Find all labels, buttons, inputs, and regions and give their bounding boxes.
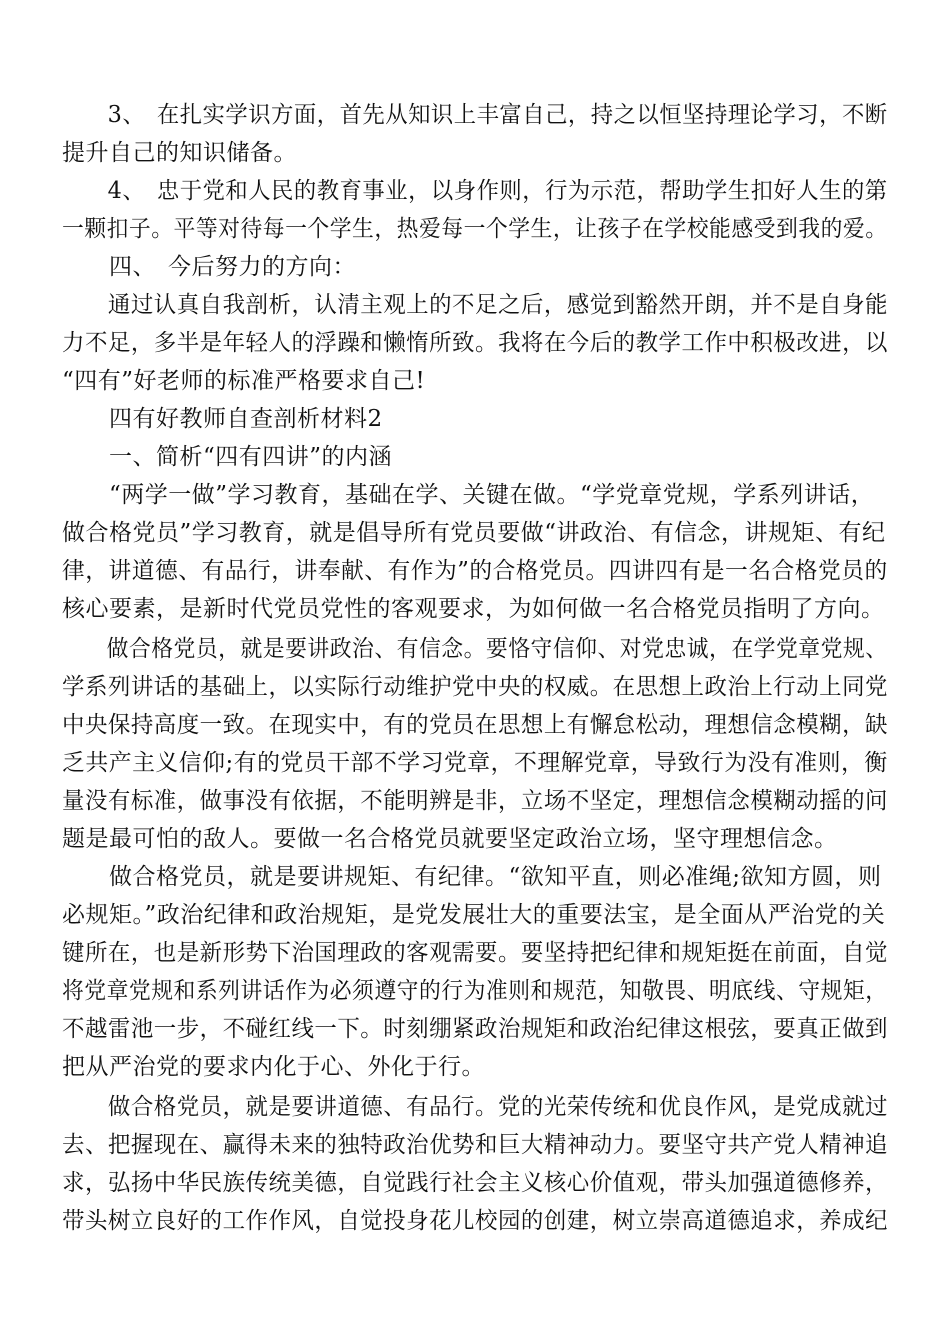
text-line: 核心要素，是新时代党员党性的客观要求，为如何做一名合格党员指明了方向。 xyxy=(62,596,885,622)
section-heading: 四、 今后努力的方向： xyxy=(62,254,356,280)
text-line: 3、 在扎实学识方面，首先从知识上丰富自己，持之以恒坚持理论学习，不断 xyxy=(62,102,888,128)
text-line: 必规矩。”政治纪律和政治规矩，是党发展壮大的重要法宝，是全面从严治党的关 xyxy=(62,902,886,928)
text-line: 带头树立良好的工作作风，自觉投身花儿校园的创建，树立崇高道德追求，养成纪 xyxy=(62,1208,888,1234)
text-line: 去、把握现在、赢得未来的独特政治优势和巨大精神动力。要坚守共产党人精神追 xyxy=(62,1132,888,1158)
text-line: 提升自己的知识储备。 xyxy=(62,140,297,166)
text-line: “四有”好老师的标准严格要求自己! xyxy=(62,368,426,394)
document-title: 四有好教师自查剖析材料2 xyxy=(62,406,383,432)
text-line: 通过认真自我剖析，认清主观上的不足之后，感觉到豁然开朗，并不是自身能 xyxy=(62,292,888,318)
text-line: 做合格党员，就是要讲规矩、有纪律。“欲知平直，则必准绳;欲知方圆，则 xyxy=(62,864,882,890)
section-heading: 一、简析“四有四讲”的内涵 xyxy=(62,444,393,470)
text-line: 不越雷池一步，不碰红线一下。时刻绷紧政治规矩和政治纪律这根弦，要真正做到 xyxy=(62,1016,888,1042)
text-line: 做合格党员，就是要讲政治、有信念。要恪守信仰、对党忠诚，在学党章党规、 xyxy=(62,636,888,662)
text-line: 把从严治党的要求内化于心、外化于行。 xyxy=(62,1054,485,1080)
text-line: 中央保持高度一致。在现实中，有的党员在思想上有懈怠松动，理想信念模糊，缺 xyxy=(62,712,888,738)
text-line: “两学一做”学习教育，基础在学、关键在做。“学党章党规，学系列讲话， xyxy=(62,482,875,508)
text-line: 一颗扣子。平等对待每一个学生，热爱每一个学生，让孩子在学校能感受到我的爱。 xyxy=(62,216,888,242)
text-line: 4、 忠于党和人民的教育事业，以身作则，行为示范，帮助学生扣好人生的第 xyxy=(62,178,888,204)
text-line: 键所在，也是新形势下治国理政的客观需要。要坚持把纪律和规矩挺在前面，自觉 xyxy=(62,940,888,966)
text-line: 律，讲道德、有品行，讲奉献、有作为”的合格党员。四讲四有是一名合格党员的 xyxy=(62,558,888,584)
text-line: 学系列讲话的基础上，以实际行动维护党中央的权威。在思想上政治上行动上同党 xyxy=(62,674,888,700)
text-line: 题是最可怕的敌人。要做一名合格党员就要坚定政治立场，坚守理想信念。 xyxy=(62,826,838,852)
text-line: 做合格党员，就是要讲道德、有品行。党的光荣传统和优良作风，是党成就过 xyxy=(62,1094,888,1120)
text-line: 力不足，多半是年轻人的浮躁和懒惰所致。我将在今后的教学工作中积极改进，以 xyxy=(62,330,888,356)
text-line: 将党章党规和系列讲话作为必须遵守的行为准则和规范，知敬畏、明底线、守规矩， xyxy=(62,978,888,1004)
text-line: 做合格党员”学习教育，就是倡导所有党员要做“讲政治、有信念，讲规矩、有纪 xyxy=(62,520,886,546)
text-line: 量没有标准，做事没有依据，不能明辨是非，立场不坚定，理想信念模糊动摇的问 xyxy=(62,788,888,814)
text-line: 求，弘扬中华民族传统美德，自觉践行社会主义核心价值观，带头加强道德修养， xyxy=(62,1170,888,1196)
text-line: 乏共产主义信仰;有的党员干部不学习党章，不理解党章，导致行为没有准则，衡 xyxy=(62,750,888,776)
